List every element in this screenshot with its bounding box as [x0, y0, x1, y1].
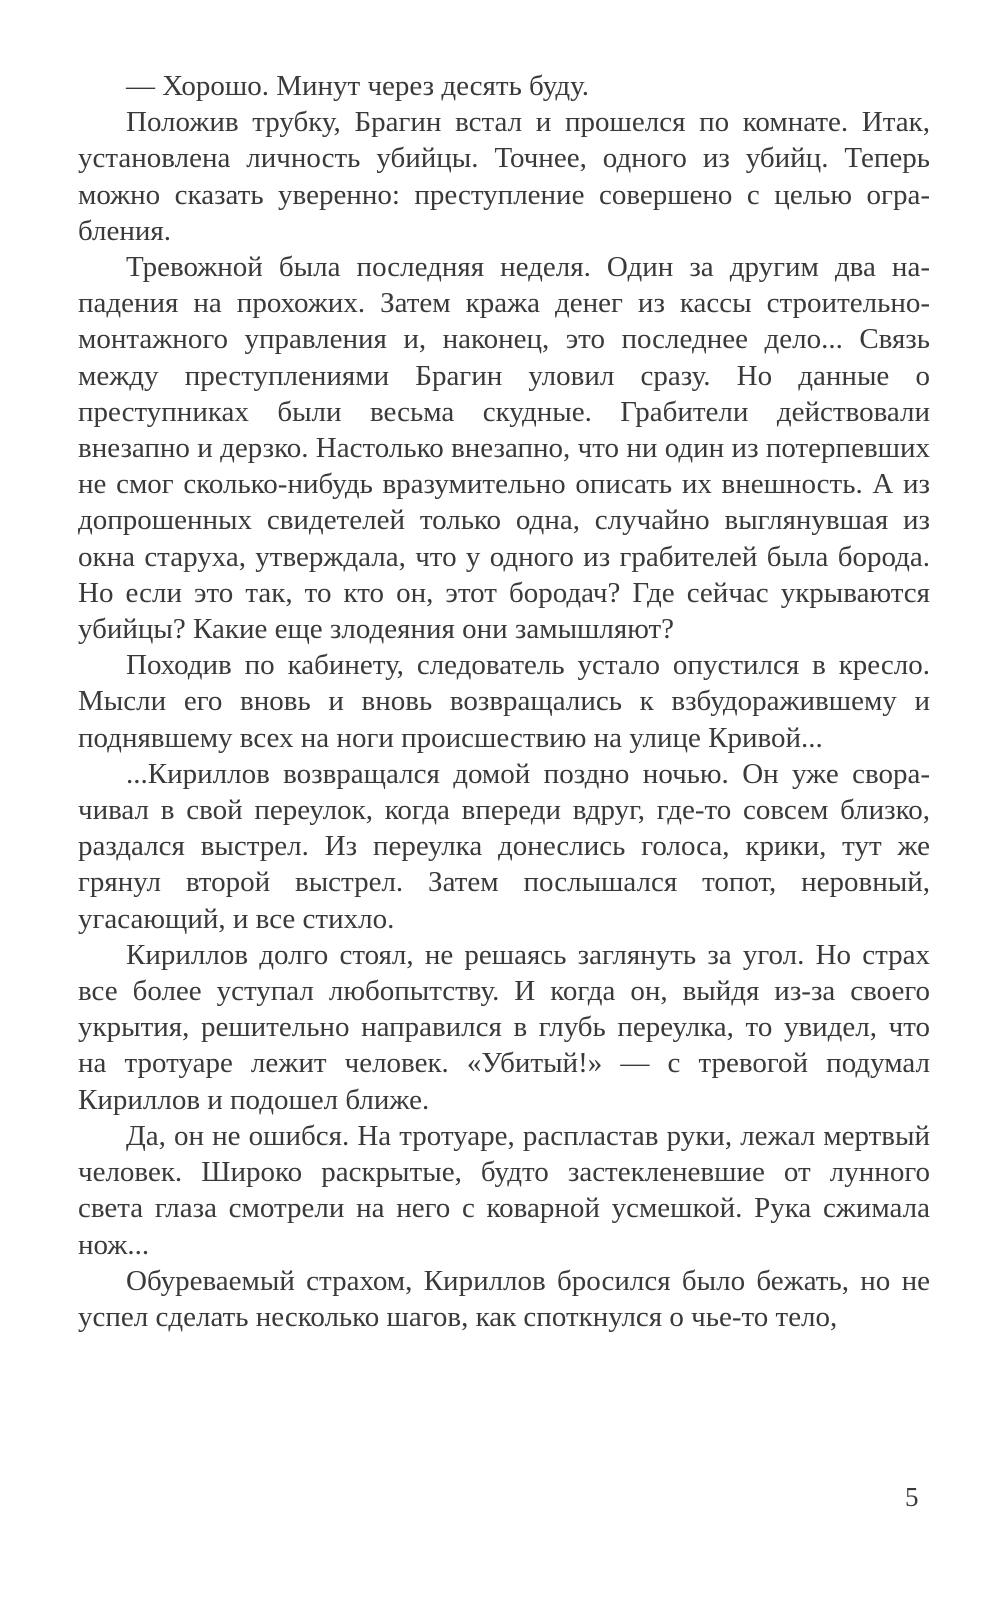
- paragraph: ...Кириллов возвращался домой поздно ночью. Он уже сворачивал в свой переулок, когда впереди вдруг, где-то совсем близко, раздался выстрел. Из переулка донеслись голоса, крики, тут же грянул второй выстрел. Затем послышался топот, неровный, угасающий, и все стихло.: [78, 757, 930, 935]
- paragraph: Походив по кабинету, следователь устало опустился в кресло. Мысли его вновь и вновь возвращались к взбудоражившему и поднявшему всех на ноги происшествию на улице Кривой...: [78, 649, 930, 754]
- paragraph: Тревожной была последняя неделя. Один за другим два нападения на прохожих. Затем кража денег из кассы строительно-монтажного управления и, наконец, это последнее дело... Связь между преступлениями Брагин уловил сразу. Но данные о преступниках были весьма скудные. Грабители действовали внезапно и дерзко. Настолько внезапно, что ни один из потерпевших не смог сколько-нибудь вразумительно описать их внешность. А из допрошенных свидетелей только одна, случайно выглянувшая из окна старуха, утверждала, что у одного из грабителей была борода. Но если это так, то кто он, этот бородач? Где сейчас укрываются убийцы? Какие еще злодеяния они замышляют?: [78, 251, 930, 646]
- paragraph: Кириллов долго стоял, не решаясь заглянуть за угол. Но страх все более уступал любопытству. И когда он, выйдя из-за своего укрытия, решительно направился в глубь переулка, то увидел, что на тротуаре лежит человек. «Убитый!» — с тревогой подумал Кириллов и подошел ближе.: [78, 938, 930, 1116]
- page-number: 5: [905, 1482, 919, 1512]
- page-body-text: [78, 68, 930, 1335]
- paragraph: Да, он не ошибся. На тротуаре, распластав руки, лежал мертвый человек. Широко раскрытые, будто застекленевшие от лунного света глаза смотрели на него с коварной усмешкой. Рука сжимала нож...: [78, 1119, 930, 1261]
- paragraph-dialogue: — Хорошо. Минут через десять буду.: [126, 70, 589, 102]
- paragraph: Обуреваемый страхом, Кириллов бросился было бежать, но не успел сделать несколько шагов, как споткнулся о чье-то тело,: [78, 1264, 930, 1333]
- paragraph: Положив трубку, Брагин встал и прошелся по комнате. Итак, установлена личность убийцы. Точнее, одного из убийц. Теперь можно сказать уверенно: преступление совершено с целью ограбления.: [78, 106, 930, 247]
